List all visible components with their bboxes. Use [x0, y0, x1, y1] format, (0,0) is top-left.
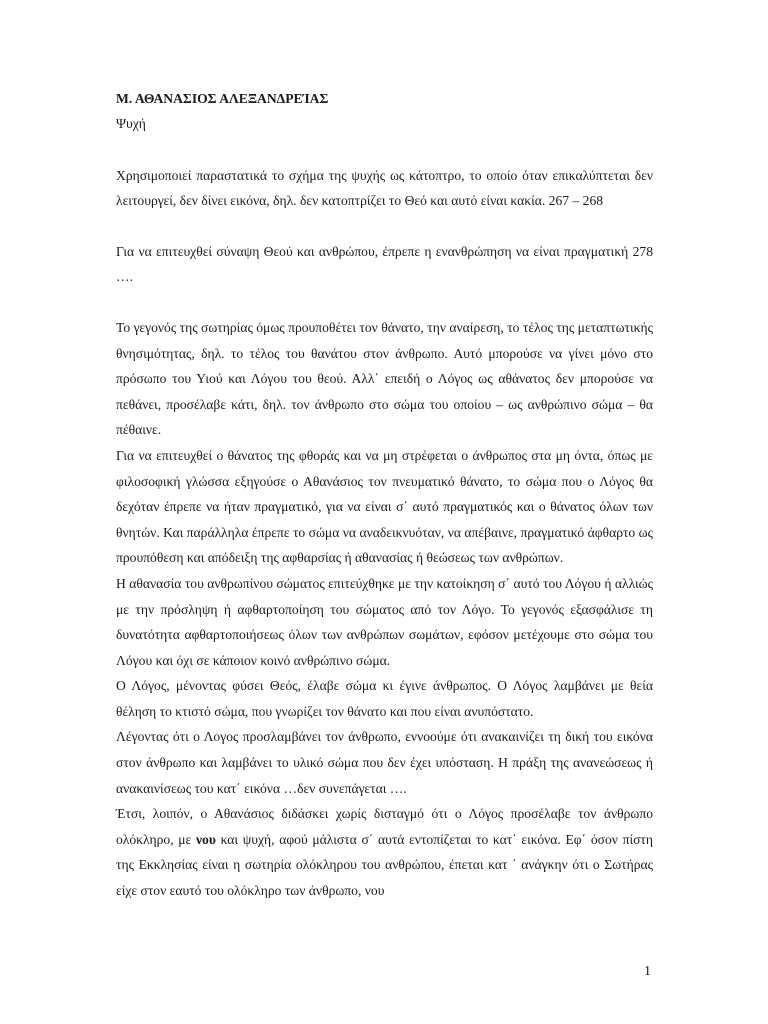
paragraph-text-end: και ψυχή, αφού μάλιστα σ΄ αυτά εντοπίζεται το κατ΄ εικόνα. Εφ΄ όσον πίστη της Εκκλησίας είναι η σωτηρία ολόκληρου του ανθρώπου, έπεται κατ ΄ ανάγκην ότι ο Σωτήρας είχε στον εαυτό του ολόκληρο των άνθρωπο, νου: [116, 831, 654, 899]
paragraph: [116, 801, 653, 903]
paragraph: Ο Λόγος, μένοντας φύσει Θεός, έλαβε σώμα κι έγινε άνθρωπος. Ο Λόγος λαμβάνει με θεία θέληση το κτιστό σώμα, που γνωρίζει τον θάνατο και που είναι ανυπόστατο.: [116, 678, 653, 719]
paragraph: Για να επιτευχθεί σύναψη Θεού και ανθρώπου, έπρεπε η ενανθρώπηση να είναι πραγματική 278 ….: [116, 243, 653, 285]
paragraph: Για να επιτευχθεί ο θάνατος της φθοράς και να μη στρέφεται ο άνθρωπος στα μη όντα, όπως με φιλοσοφική γλώσσα εξηγούσε ο Αθανάσιος τον πνευματικό θάνατο, το σώμα που ο Λόγος θα δεχόταν έπρεπε να ήταν πραγματικό, για να είναι σ΄ αυτό πραγματικός και ο θάνατος όλων των θνητών. Και παράλληλα έπρεπε το σώμα να αναδεικνυόταν, να απέβαινε, πραγματικό άφθαρτο ως προυπόθεση και απόδειξη της αφθαρσίας ή αθανασίας ή θεώσεως των ανθρώπων.: [116, 447, 653, 566]
document-page: [116, 86, 653, 904]
paragraph-text-start: Έτσι, λοιπόν, ο Αθανάσιος διδάσκει χωρίς δισταγμό ότι ο Λόγος προσέλαβε τον άνθρωπο ολόκληρο, με: [116, 806, 653, 847]
document-subtitle: Ψυχή: [116, 116, 146, 131]
paragraph: Το γεγονός της σωτηρίας όμως προυποθέτει τον θάνατο, την αναίρεση, το τέλος της μεταπτωτικής θνησιμότητας, δηλ. το τέλος του θανάτου στον άνθρωπο. Αυτό μπορούσε να γίνει μόνο στο πρόσωπο του Υιού και Λόγου του θεού. Αλλ΄ επειδή ο Λόγος ως αθάνατος δεν μπορούσε να πεθάνει, προσέλαβε κάτι, δηλ. τον άνθρωπο στο σώμα του οποίου – ως ανθρώπινο σώμα – θα πέθαινε.: [116, 319, 653, 438]
bold-word: νου: [195, 831, 216, 847]
paragraph: Χρησιμοποιεί παραστατικά το σχήμα της ψυχής ως κάτοπτρο, το οποίο όταν επικαλύπτεται δεν λειτουργεί, δεν δίνει εικόνα, δηλ. δεν κατοπτρίζει το Θεό και αυτό είναι κακία. 267 – 268: [116, 167, 653, 209]
paragraph: Λέγοντας ότι ο Λογος προσλαμβάνει τον άνθρωπο, εννοούμε ότι ανακαινίζει τη δική του εικόνα στον άνθρωπο και λαμβάνει το υλικό σώμα που δεν έχει υπόσταση. Η πράξη της ανανεώσεως ή ανακαινίσεως του κατ΄ εικόνα …δεν συνεπάγεται ….: [116, 729, 653, 796]
page-number: 1: [644, 964, 651, 979]
document-title: Μ. ΑΘΑΝΑΣΙΟΣ ΑΛΕΞΑΝΔΡΕΊΑΣ: [116, 91, 329, 106]
paragraph: Η αθανασία του ανθρωπίνου σώματος επιτεύχθηκε με την κατοίκηση σ΄ αυτό του Λόγου ή αλλιώς με την πρόσληψη ή αφθαρτοποίηση του σώματος από τον Λόγο. Το γεγονός εξασφάλισε τη δυνατότητα αφθαρτοποιήσεως όλων των ανθρώπων σωμάτων, εφόσον μετέχουμε στο σώμα του Λόγου και όχι σε κάποιον κοινό ανθρώπινο σώμα.: [116, 575, 653, 668]
